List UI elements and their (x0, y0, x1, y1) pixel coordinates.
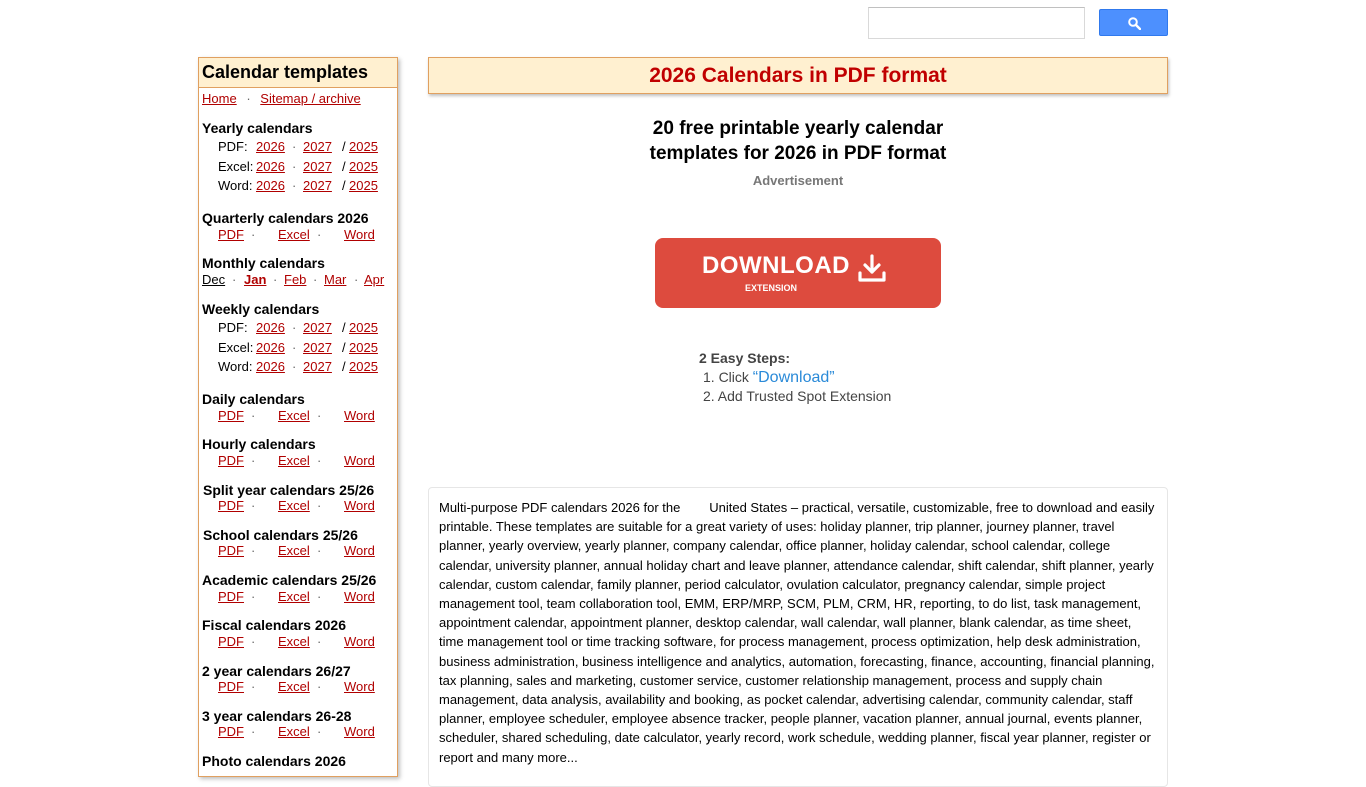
hourly-pdf-link[interactable]: PDF (218, 453, 244, 468)
three-year-pdf-link[interactable]: PDF (218, 724, 244, 739)
separator: · (251, 227, 256, 242)
slash: / (342, 320, 346, 335)
separator: · (251, 408, 256, 423)
academic-word-link[interactable]: Word (344, 589, 375, 604)
daily-heading: Daily calendars (202, 391, 305, 407)
yearly-pdf-2027-link[interactable]: 2027 (303, 139, 332, 154)
fiscal-heading: Fiscal calendars 2026 (202, 617, 346, 633)
weekly-excel-2027-link[interactable]: 2027 (303, 340, 332, 355)
quarterly-excel-link[interactable]: Excel (278, 227, 310, 242)
three-year-heading: 3 year calendars 26-28 (202, 708, 352, 724)
separator: · (292, 340, 297, 355)
weekly-word-2027-link[interactable]: 2027 (303, 359, 332, 374)
fiscal-pdf-link[interactable]: PDF (218, 634, 244, 649)
school-word-link[interactable]: Word (344, 543, 375, 558)
weekly-excel-2026-link[interactable]: 2026 (256, 340, 285, 355)
sidebar-title: Calendar templates (199, 58, 397, 88)
separator: · (292, 320, 297, 335)
separator: · (246, 91, 251, 106)
yearly-word-2025-link[interactable]: 2025 (349, 178, 378, 193)
three-year-word-link[interactable]: Word (344, 724, 375, 739)
academic-excel-link[interactable]: Excel (278, 589, 310, 604)
separator: · (251, 724, 256, 739)
main-title-box (428, 57, 1168, 94)
monthly-apr-link[interactable]: Apr (364, 272, 385, 287)
description-box (428, 487, 1168, 787)
two-year-pdf-link[interactable]: PDF (218, 679, 244, 694)
separator: · (317, 408, 322, 423)
weekly-pdf-2026-link[interactable]: 2026 (256, 320, 285, 335)
step-1-download-link[interactable]: “Download” (752, 369, 835, 386)
school-pdf-link[interactable]: PDF (218, 543, 244, 558)
separator: · (273, 272, 278, 287)
separator: · (317, 679, 322, 694)
separator: · (317, 498, 322, 513)
separator: · (251, 543, 256, 558)
separator: · (317, 227, 322, 242)
yearly-word-2027-link[interactable]: 2027 (303, 178, 332, 193)
school-excel-link[interactable]: Excel (278, 543, 310, 558)
home-link[interactable]: Home (202, 91, 237, 106)
academic-heading: Academic calendars 25/26 (202, 572, 377, 588)
slash: / (342, 359, 346, 374)
yearly-heading: Yearly calendars (202, 120, 313, 136)
separator: · (354, 272, 359, 287)
separator: · (251, 589, 256, 604)
separator: · (317, 453, 322, 468)
weekly-pdf-label: PDF: (218, 320, 248, 335)
daily-excel-link[interactable]: Excel (278, 408, 310, 423)
fiscal-excel-link[interactable]: Excel (278, 634, 310, 649)
download-icon (857, 253, 887, 283)
separator: · (232, 272, 237, 287)
separator: · (292, 159, 297, 174)
subtitle-line-2: templates for 2026 in PDF format (649, 143, 947, 164)
download-label: DOWNLOAD (702, 252, 850, 279)
three-year-excel-link[interactable]: Excel (278, 724, 310, 739)
weekly-word-2025-link[interactable]: 2025 (349, 359, 378, 374)
quarterly-pdf-link[interactable]: PDF (218, 227, 244, 242)
split-excel-link[interactable]: Excel (278, 498, 310, 513)
separator: · (317, 724, 322, 739)
hourly-excel-link[interactable]: Excel (278, 453, 310, 468)
page-title: 2026 Calendars in PDF format (649, 64, 947, 87)
steps-title: 2 Easy Steps: (699, 350, 791, 366)
two-year-heading: 2 year calendars 26/27 (202, 663, 351, 679)
monthly-jan-link[interactable]: Jan (244, 272, 267, 287)
separator: · (251, 679, 256, 694)
step-1 (703, 369, 835, 387)
subtitle-line-1: 20 free printable yearly calendar (652, 118, 944, 139)
monthly-dec-link[interactable]: Dec (202, 272, 226, 287)
step-1-prefix: 1. Click (703, 369, 753, 385)
monthly-mar-link[interactable]: Mar (324, 272, 347, 287)
download-button[interactable] (655, 238, 941, 308)
description-text: Multi-purpose PDF calendars 2026 for the United States – practical, versatile, customizable, free to download and easily printable. These templates are suitable for a great variety of uses: holiday planner, trip planner, journey planner, travel planner, yearly overview, yearly planner, company calendar, office planner, holiday calendar, school calendar, college calendar, university planner, annual holiday chart and leave planner, attendance calendar, shift calendar, shift planner, yearly calendar, custom calendar, family planner, period calculator, ovulation calculator, pregnancy calendar, simple project management tool, team collaboration tool, EMM, ERP/MRP, SCM, PLM, CRM, HR, reporting, to do list, task management, appointment calendar, appointment planner, desktop calendar, wall calendar, wall planner, blank calendar, as time sheet, time management tool or time tracking software, for process management, process optimization, help desk administration, business administration, business intelligence and analytics, automation, forecasting, finance, accounting, financial planning, tax planning, sales and marketing, customer service, customer relationship management, process and supply chain management, data analysis, availability and booking, as pocket calendar, advertising calendar, community calendar, staff planner, employee scheduler, employee absence tracker, people planner, vacation planner, annual journal, events planner, scheduler, shared scheduling, date calculator, yearly record, work schedule, wedding planner, fiscal year planner, register or report and many more... (439, 500, 1159, 765)
split-word-link[interactable]: Word (344, 498, 375, 513)
separator: · (292, 359, 297, 374)
yearly-pdf-label: PDF: (218, 139, 248, 154)
top-bar (0, 0, 1366, 45)
sidebar (198, 57, 398, 777)
daily-word-link[interactable]: Word (344, 408, 375, 423)
download-sublabel: EXTENSION (745, 283, 798, 293)
weekly-heading: Weekly calendars (202, 301, 320, 317)
slash: / (342, 178, 346, 193)
search-icon (1128, 17, 1141, 30)
monthly-heading: Monthly calendars (202, 255, 325, 271)
quarterly-word-link[interactable]: Word (344, 227, 375, 242)
separator: · (317, 634, 322, 649)
weekly-pdf-2025-link[interactable]: 2025 (349, 320, 378, 335)
search-input[interactable] (868, 7, 1085, 39)
page-subtitle (428, 116, 1168, 166)
yearly-word-label: Word: (218, 178, 253, 193)
weekly-word-2026-link[interactable]: 2026 (256, 359, 285, 374)
step-2: 2. Add Trusted Spot Extension (703, 388, 892, 404)
academic-pdf-link[interactable]: PDF (218, 589, 244, 604)
yearly-word-2026-link[interactable]: 2026 (256, 178, 285, 193)
weekly-excel-label: Excel: (218, 340, 254, 355)
separator: · (313, 272, 318, 287)
split-pdf-link[interactable]: PDF (218, 498, 244, 513)
sidebar-nav (202, 91, 361, 106)
yearly-pdf-2026-link[interactable]: 2026 (256, 139, 285, 154)
sitemap-link[interactable]: Sitemap / archive (260, 91, 361, 106)
daily-pdf-link[interactable]: PDF (218, 408, 244, 423)
yearly-pdf-2025-link[interactable]: 2025 (349, 139, 378, 154)
separator: · (292, 139, 297, 154)
hourly-heading: Hourly calendars (202, 436, 316, 452)
weekly-word-label: Word: (218, 359, 253, 374)
split-heading: Split year calendars 25/26 (203, 482, 375, 498)
separator: · (251, 498, 256, 513)
school-heading: School calendars 25/26 (203, 527, 358, 543)
separator: · (317, 543, 322, 558)
quarterly-heading: Quarterly calendars 2026 (202, 210, 369, 226)
separator: · (251, 634, 256, 649)
separator: · (317, 589, 322, 604)
yearly-excel-2025-link[interactable]: 2025 (349, 159, 378, 174)
weekly-pdf-2027-link[interactable]: 2027 (303, 320, 332, 335)
slash: / (342, 340, 346, 355)
advertisement-label: Advertisement (752, 173, 844, 188)
yearly-excel-label: Excel: (218, 159, 254, 174)
fiscal-word-link[interactable]: Word (344, 634, 375, 649)
slash: / (342, 139, 346, 154)
yearly-excel-2026-link[interactable]: 2026 (256, 159, 285, 174)
search-button[interactable] (1099, 9, 1168, 36)
two-year-word-link[interactable]: Word (344, 679, 375, 694)
separator: · (251, 453, 256, 468)
hourly-word-link[interactable]: Word (344, 453, 375, 468)
monthly-feb-link[interactable]: Feb (284, 272, 307, 287)
yearly-excel-2027-link[interactable]: 2027 (303, 159, 332, 174)
separator: · (292, 178, 297, 193)
slash: / (342, 159, 346, 174)
photo-heading: Photo calendars 2026 (202, 753, 346, 769)
weekly-excel-2025-link[interactable]: 2025 (349, 340, 378, 355)
two-year-excel-link[interactable]: Excel (278, 679, 310, 694)
